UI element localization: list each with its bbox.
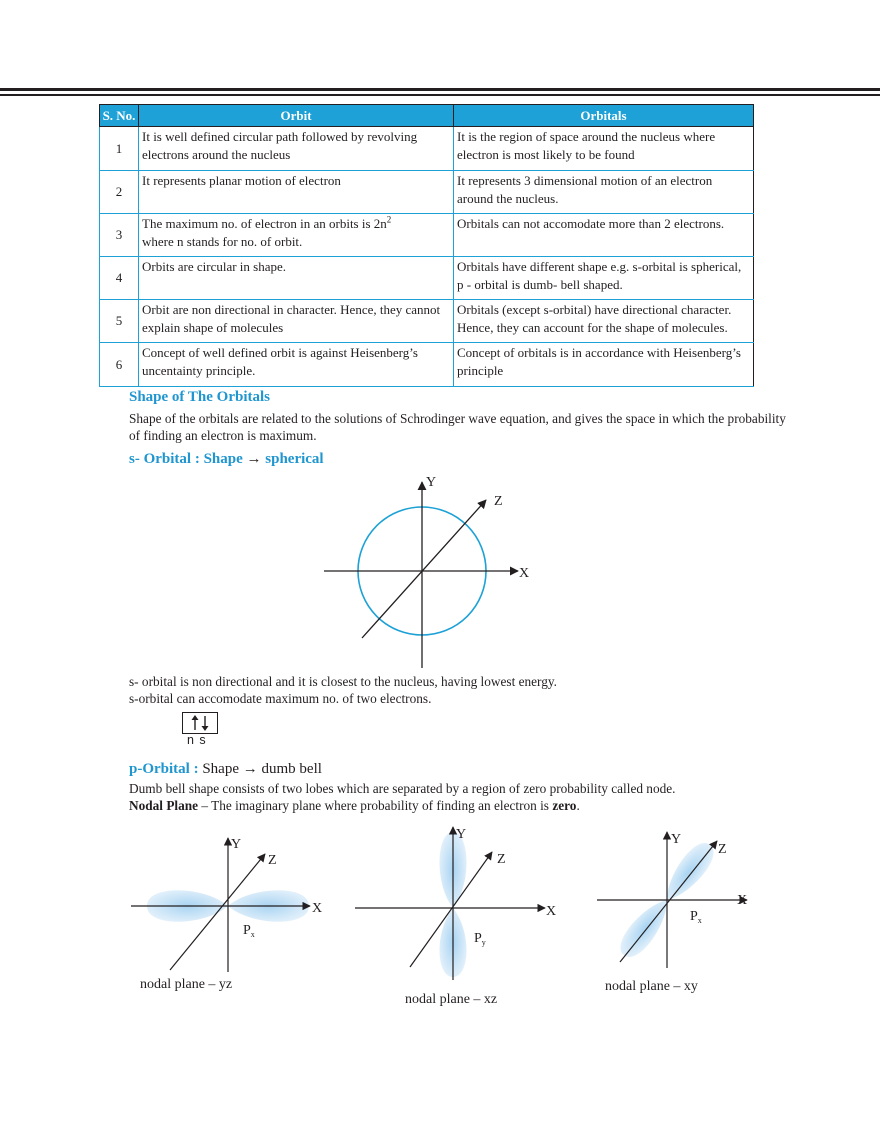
nodal-term: Nodal Plane	[129, 798, 199, 813]
s-orbital-line1: s- orbital is non directional and it is closest to the nucleus, having lowest energy.	[129, 674, 557, 689]
row-sno: 2	[100, 171, 139, 214]
orbit-superscript: 2	[386, 214, 392, 225]
row-orbit: It represents planar motion of electron	[139, 171, 454, 214]
header-rule-thin	[0, 94, 880, 96]
header-orbit: Orbit	[139, 105, 454, 127]
table-row	[100, 214, 754, 257]
y-axis-label: Y	[426, 475, 437, 490]
row-orbit	[139, 214, 454, 257]
header-orbitals: Orbitals	[454, 105, 754, 127]
z-axis-label: Z	[718, 842, 727, 857]
row-orbit: Orbits are circular in shape.	[139, 257, 454, 300]
nodal-plane-definition	[129, 797, 580, 814]
shape-heading: Shape of The Orbitals	[129, 389, 270, 405]
z-axis	[362, 500, 486, 638]
p-heading-b: Shape	[202, 761, 240, 777]
row-sno: 5	[100, 300, 139, 343]
y-axis-label: Y	[456, 827, 467, 842]
table-row	[100, 171, 754, 214]
x-axis-label: X	[312, 901, 323, 916]
orbital-label: $P_x$	[690, 909, 702, 925]
p-orbital-heading	[129, 761, 322, 778]
table-row	[100, 257, 754, 300]
z-axis	[620, 841, 717, 962]
spin-arrows-icon	[183, 713, 217, 733]
y-axis-label: Y	[231, 837, 242, 852]
table-row	[100, 343, 754, 387]
row-orbital: It is the region of space around the nucleus where electron is most likely to be found	[454, 127, 754, 171]
p-heading-c: dumb bell	[261, 761, 322, 777]
nodal-end: .	[576, 798, 580, 813]
row-orbital: Concept of orbitals is in accordance with Heisenberg’s principle	[454, 343, 754, 387]
table-row	[100, 300, 754, 343]
nodal-caption-xy: nodal plane – xy	[605, 979, 698, 994]
table-row	[100, 127, 754, 171]
s-orbital-line2: s-orbital can accomodate maximum no. of two electrons.	[129, 691, 432, 706]
row-orbital: Orbitals have different shape e.g. s-orbital is spherical, p - orbital is dumb- bell shaped.	[454, 257, 754, 300]
orbit-text-b: where n stands for no. of orbit.	[142, 234, 303, 249]
orbital-label: $P_y$	[474, 931, 486, 947]
z-axis-label: Z	[268, 853, 277, 868]
table-header-row	[100, 105, 754, 127]
electron-box-label: n s	[187, 733, 207, 747]
nodal-bold: zero	[552, 798, 577, 813]
row-sno: 6	[100, 343, 139, 387]
nodal-caption-xz: nodal plane – xz	[405, 992, 498, 1007]
s-heading-a: s- Orbital : Shape	[129, 451, 243, 467]
row-orbit: It is well defined circular path followed by revolving electrons around the nucleus	[139, 127, 454, 171]
shape-text: Shape of the orbitals are related to the solutions of Schrodinger wave equation, and gives the space in which the probability of finding an electron is maximum.	[129, 411, 786, 443]
orbit-text-a: The maximum no. of electron in an orbits is 2n	[142, 216, 387, 231]
z-axis-label: Z	[497, 852, 506, 867]
orbit-vs-orbitals-table	[99, 104, 754, 387]
y-axis-label: Y	[671, 832, 682, 847]
electron-box	[182, 712, 218, 734]
z-axis-label: Z	[494, 494, 503, 509]
nodal-caption-yz: nodal plane – yz	[140, 977, 233, 992]
x-axis-label: X	[519, 566, 530, 581]
x-axis-label: X	[546, 904, 557, 919]
row-sno: 4	[100, 257, 139, 300]
x-axis-label: X	[737, 893, 748, 908]
row-orbital: Orbitals can not accomodate more than 2 electrons.	[454, 214, 754, 257]
s-heading-b: spherical	[265, 451, 324, 467]
row-orbital: Orbitals (except s-orbital) have directional character. Hence, they can account for the shape of molecules.	[454, 300, 754, 343]
row-sno: 1	[100, 127, 139, 171]
header-sno: S. No.	[100, 105, 139, 127]
s-orbital-diagram	[300, 470, 550, 670]
p-orbital-text: Dumb bell shape consists of two lobes which are separated by a region of zero probability called node.	[129, 781, 676, 796]
row-orbit: Concept of well defined orbit is against Heisenberg’s uncentainty principle.	[139, 343, 454, 387]
py-orbital-diagram	[350, 822, 565, 982]
s-orbital-heading	[129, 451, 324, 468]
arrow-icon: →	[242, 761, 258, 777]
row-orbit: Orbit are non directional in character. Hence, they cannot explain shape of molecules	[139, 300, 454, 343]
orbital-label: $P_x$	[243, 923, 255, 939]
header-rule-thick	[0, 88, 880, 91]
arrow-icon: →	[246, 451, 262, 467]
p-heading-a: p-Orbital :	[129, 761, 199, 777]
nodal-def: – The imaginary plane where probability of finding an electron is	[198, 798, 553, 813]
pz-orbital-diagram	[592, 826, 757, 971]
row-orbital: It represents 3 dimensional motion of an electron around the nucleus.	[454, 171, 754, 214]
row-sno: 3	[100, 214, 139, 257]
px-orbital-diagram	[125, 832, 340, 977]
